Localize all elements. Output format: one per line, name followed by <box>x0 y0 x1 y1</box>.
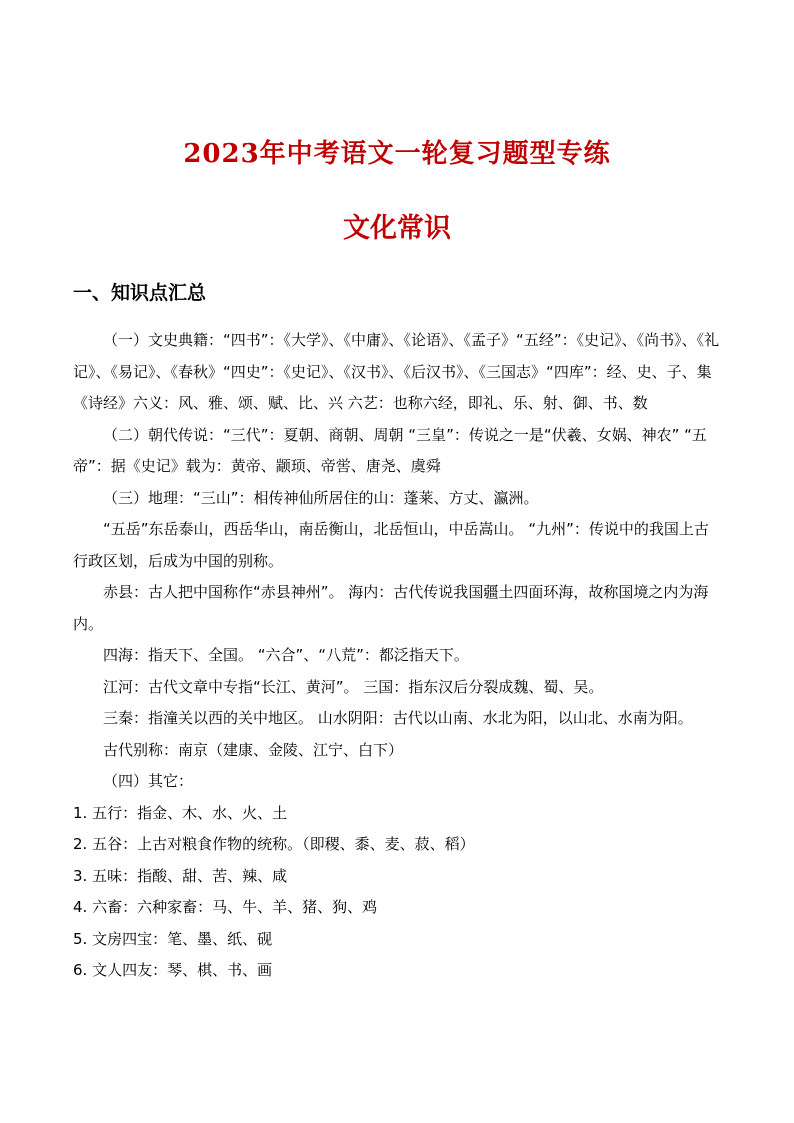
list-item: 1. 五行：指金、木、水、火、土 <box>73 803 288 822</box>
list-item: 5. 文房四宝：笔、墨、纸、砚 <box>73 929 273 948</box>
paragraph-others: （四）其它： <box>103 772 194 790</box>
list-item: 2. 五谷：上古对粮食作物的统称。（即稷、黍、麦、菽、稻） <box>73 835 475 853</box>
paragraph-sanqin: 三秦：指潼关以西的关中地区。 山水阴阳：古代以山南、水北为阳，以山北、水南为阳。 <box>103 709 693 727</box>
section-heading: 一、知识点汇总 <box>73 282 207 304</box>
paragraph-mountains: “五岳”东岳泰山，西岳华山，南岳衡山，北岳恒山，中岳嵩山。 “九州”：传说中的我国上古行政区划，后成为中国的别称。 <box>73 520 709 570</box>
list-item: 6. 文人四友：琴、棋、书、画 <box>73 961 273 979</box>
paragraph-chixian: 赤县：古人把中国称作“赤县神州”。 海内：古代传说我国疆土四面环海，故称国境之内为海内。 <box>73 583 709 633</box>
paragraph-geography: （三）地理：“三山”：相传神仙所居住的山：蓬莱、方丈、瀛洲。 <box>103 488 539 507</box>
list-item: 3. 五味：指酸、甜、苦、辣、咸 <box>73 866 288 885</box>
document-body <box>73 325 723 987</box>
paragraph-sihai: 四海：指天下、全国。 “六合”、“八荒”：都泛指天下。 <box>103 646 469 664</box>
paragraph-nanjing: 古代别称：南京（建康、金陵、江宁、白下） <box>103 740 404 759</box>
document-title: 2023年中考语文一轮复习题型专练 <box>183 139 611 169</box>
paragraph-jianghe: 江河：古代文章中专指“长江、黄河”。 三国：指东汉后分裂成魏、蜀、吴。 <box>103 677 604 696</box>
paragraph-dynasties: （二）朝代传说：“三代”：夏朝、商朝、周朝 “三皇”：传说之一是“伏羲、女娲、神农” “五帝”：据《史记》载为：黄帝、颛顼、帝喾、唐尧、虞舜 <box>73 425 707 475</box>
list-item: 4. 六畜：六种家畜：马、牛、羊、猪、狗、鸡 <box>73 898 378 916</box>
document-subtitle: 文化常识 <box>343 213 451 244</box>
paragraph-classics: （一）文史典籍：“四书”：《大学》、《中庸》、《论语》、《孟子》“五经”：《史记》、《尚书》、《礼记》、《易记》、《春秋》“四史”：《史记》、《汉书》、《后汉书》、《三国志》“四库”：经、史、子、集 《诗经》六义：风、雅、颂、赋、比、兴 六艺：也称六经，即礼、乐、射、御、书、数 <box>73 331 720 412</box>
